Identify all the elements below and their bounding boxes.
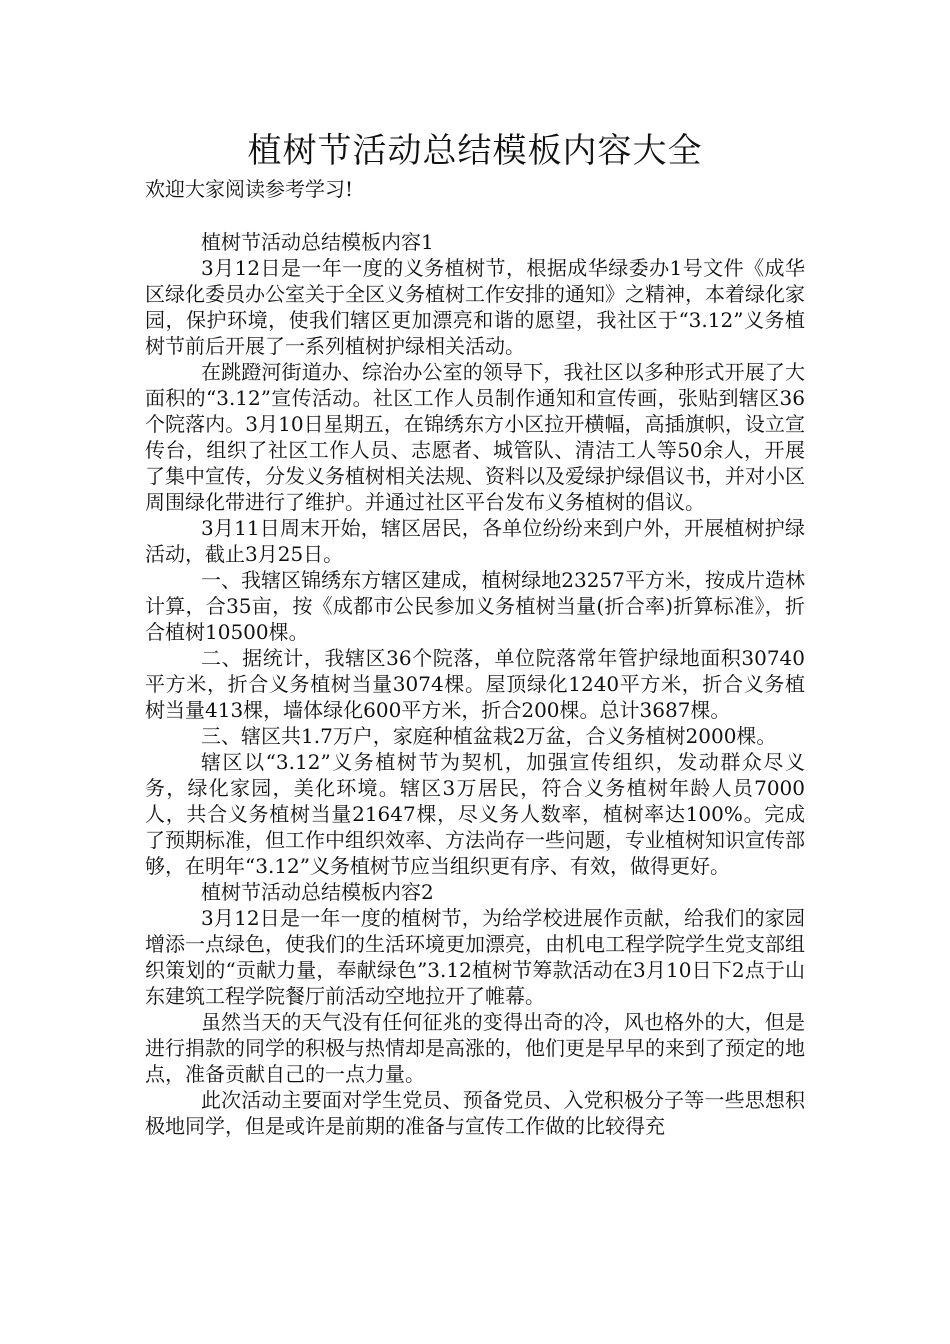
paragraph: 在跳蹬河街道办、综治办公室的领导下，我社区以多种形式开展了大面积的“3.12”宣传活动。社区工作人员制作通知和宣传画，张贴到辖区36个院落内。3月10日星期五，在锦绣东方小区拉开横幅，高插旗帜，设立宣传台，组织了社区工作人员、志愿者、城管队、清洁工人等50余人，开展了集中宣传，分发义务植树相关法规、资料以及爱绿护绿倡议书，并对小区周围绿化带进行了维护。并通过社区平台发布义务植树的倡议。 (145, 360, 805, 514)
document-title: 植树节活动总结模板内容大全 (247, 131, 703, 171)
paragraph: 虽然当天的天气没有任何征兆的变得出奇的冷，风也格外的大，但是进行捐款的同学的积极与热情却是高涨的，他们更是早早的来到了预定的地点，准备贡献自己的一点力量。 (145, 1010, 805, 1086)
welcome-line: 欢迎大家阅读参考学习! (145, 177, 354, 201)
document-body (145, 128, 805, 1139)
section-heading: 植树节活动总结模板内容1 (201, 230, 434, 254)
paragraph: 一、我辖区锦绣东方辖区建成，植树绿地23257平方米，按成片造林计算，合35亩，按《成都市公民参加义务植树当量(折合率)折算标准》，折合植树10500棵。 (145, 568, 805, 644)
paragraph: 此次活动主要面对学生党员、预备党员、入党积极分子等一些思想积极地同学，但是或许是前期的准备与宣传工作做的比较得充 (145, 1088, 805, 1138)
section-2 (145, 879, 805, 1139)
paragraph: 3月12日是一年一度的植树节，为给学校进展作贡献，给我们的家园增添一点绿色，使我们的生活环境更加漂亮，由机电工程学院学生党支部组织策划的“贡献力量，奉献绿色”3.12植树节筹款活动在3月10日下2点于山东建筑工程学院餐厅前活动空地拉开了帷幕。 (145, 906, 805, 1008)
paragraph: 3月12日是一年一度的义务植树节，根据成华绿委办1号文件《成华区绿化委员办公室关于全区义务植树工作安排的通知》之精神，本着绿化家园，保护环境，使我们辖区更加漂亮和谐的愿望，我社区于“3.12”义务植树节前后开展了一系列植树护绿相关活动。 (145, 256, 805, 358)
section-heading: 植树节活动总结模板内容2 (201, 880, 434, 904)
paragraph: 三、辖区共1.7万户，家庭种植盆栽2万盆，合义务植树2000棵。 (201, 724, 777, 748)
section-1 (145, 229, 805, 879)
paragraph: 二、据统计，我辖区36个院落，单位院落常年管护绿地面积30740平方米，折合义务植树当量3074棵。屋顶绿化1240平方米，折合义务植树当量413棵，墙体绿化600平方米，折合200棵。总计3687棵。 (145, 646, 805, 722)
paragraph: 辖区以“3.12”义务植树节为契机，加强宣传组织，发动群众尽义务，绿化家园，美化环境。辖区3万居民，符合义务植树年龄人员7000人，共合义务植树当量21647棵，尽义务人数率，植树率达100%。完成了预期标准，但工作中组织效率、方法尚存一些问题，专业植树知识宣传部够，在明年“3.12”义务植树节应当组织更有序、有效，做得更好。 (145, 750, 805, 878)
paragraph: 3月11日周末开始，辖区居民，各单位纷纷来到户外，开展植树护绿活动，截止3月25日。 (145, 516, 805, 566)
